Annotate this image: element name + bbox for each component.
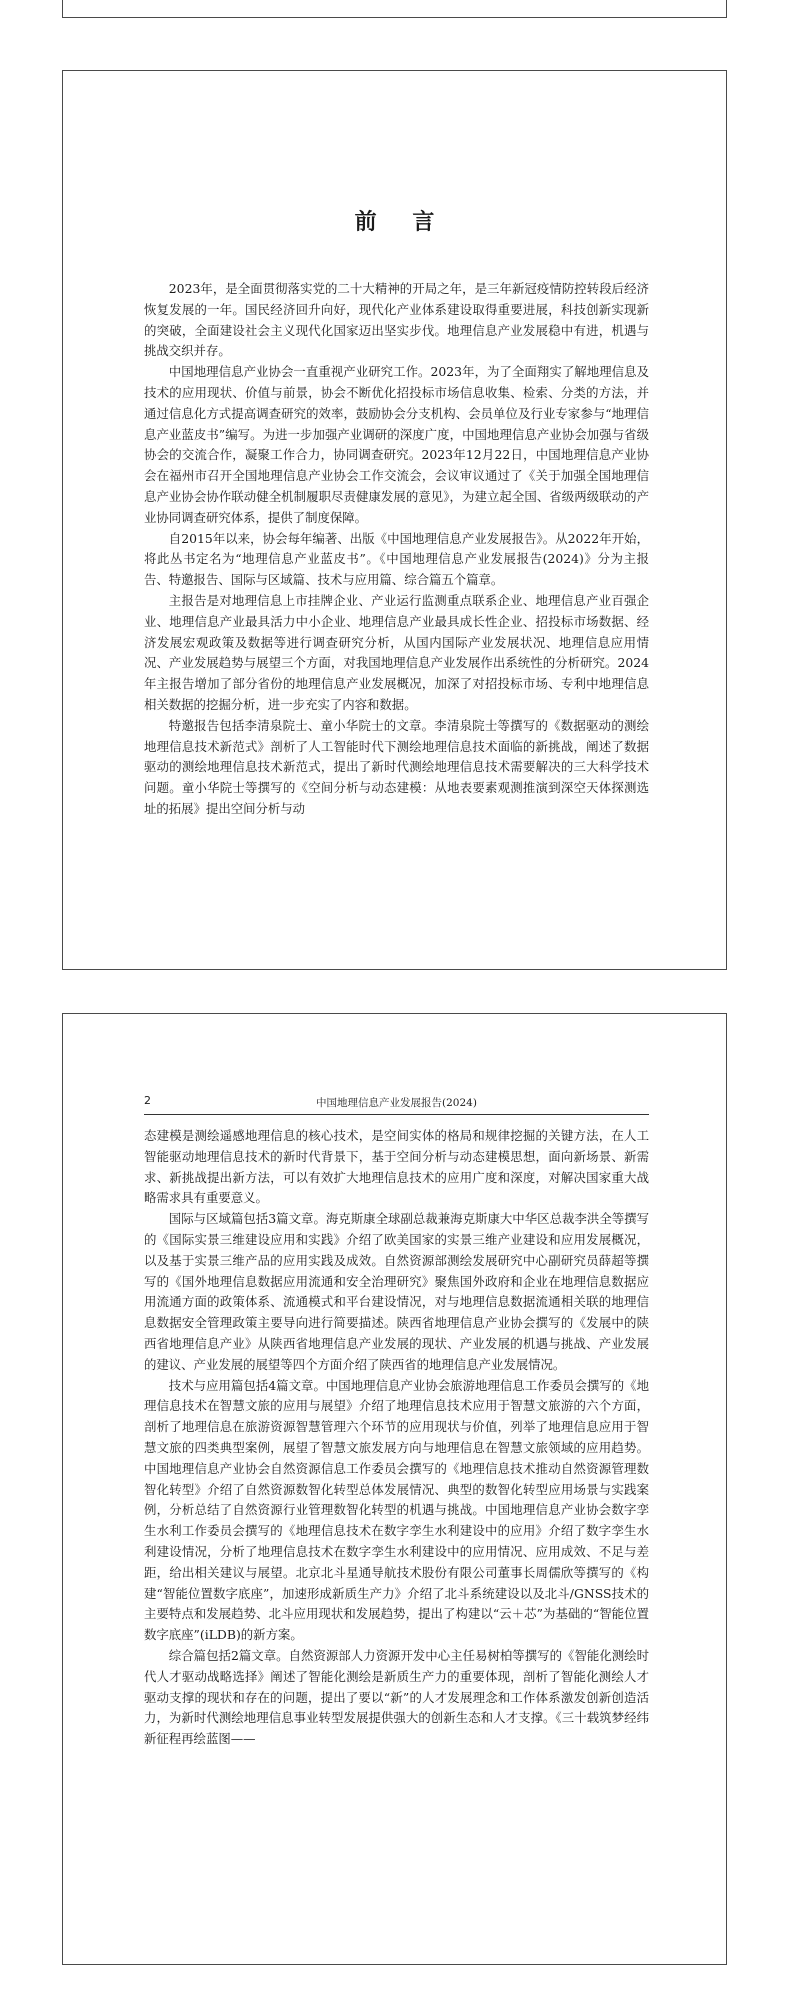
paragraph: 综合篇包括2篇文章。自然资源部人力资源开发中心主任易树柏等撰写的《智能化测绘时代人才驱动战略选择》阐述了智能化测绘是新质生产力的重要体现，剖析了智能化测绘人才驱动支撑的现状和存在的问题，提出了要以“新”的人才发展理念和工作体系激发创新创造活力，为新时代测绘地理信息事业转型发展提供强大的创新生态和人才支撑。《三十载筑梦经纬 新征程再绘蓝图—— <box>144 1647 662 1747</box>
paragraph: 主报告是对地理信息上市挂牌企业、产业运行监测重点联系企业、地理信息产业百强企业、地理信息产业最具活力中小企业、地理信息产业最具成长性企业、招投标市场数据、经济发展宏观政策及数据等进行调查研究分析，从国内国际产业发展状况、地理信息应用情况、产业发展趋势与展望三个方面，对我国地理信息产业发展作出系统性的分析研究。2024年主报告增加了部分省份的地理信息产业发展概况，加深了对招投标市场、专利中地理信息相关数据的挖掘分析，进一步充实了内容和数据。 <box>144 592 649 712</box>
paragraph: 特邀报告包括李清泉院士、童小华院士的文章。李清泉院士等撰写的《数据驱动的测绘地理信息技术新范式》剖析了人工智能时代下测绘地理信息技术面临的新挑战，阐述了数据驱动的测绘地理信息技术新范式，提出了新时代测绘地理信息技术需要解决的三大科学技术问题。童小华院士等撰写的《空间分析与动态建模：从地表要素观测推演到深空天体探测选址的拓展》提出空间分析与动 <box>144 717 649 816</box>
preface-page-2 <box>62 1013 727 1965</box>
paragraph: 国际与区域篇包括3篇文章。海克斯康全球副总裁兼海克斯康大中华区总裁李洪全等撰写的《国际实景三维建设应用和实践》介绍了欧美国家的实景三维产业建设和应用发展概况，以及基于实景三维产品的应用实践及成效。自然资源部测绘发展研究中心副研究员薛超等撰写的《国外地理信息数据应用流通和安全治理研究》聚焦国外政府和企业在地理信息数据应用流通方面的政策体系、流通模式和平台建设情况，对与地理信息数据流通相关联的地理信息数据安全管理政策主要导向进行简要描述。陕西省地理信息产业协会撰写的《发展中的陕西省地理信息产业》从陕西省地理信息产业发展的现状、产业发展的机遇与挑战、产业发展的建议、产业发展的展望等四个方面介绍了陕西省的地理信息产业发展情况。 <box>144 1211 649 1372</box>
previous-page-edge <box>62 0 727 18</box>
page-title: 前 言 <box>354 210 449 235</box>
paragraph-continuation: 态建模是测绘遥感地理信息的核心技术，是空间实体的格局和规律挖掘的关键方法，在人工智能驱动地理信息技术的新时代背景下，基于空间分析与动态建模思想，面向新场景、新需求、新挑战提出新方法，可以有效扩大地理信息技术的应用广度和深度，对解决国家重大战略需求具有重要意义。 <box>144 1128 649 1206</box>
running-title: 中国地理信息产业发展报告(2024) <box>316 1097 477 1109</box>
running-header <box>144 1092 649 1115</box>
preface-body-continued <box>144 1126 662 1750</box>
paragraph: 2023年，是全面贯彻落实党的二十大精神的开局之年，是三年新冠疫情防控转段后经济恢复发展的一年。国民经济回升向好，现代化产业体系建设取得重要进展，科技创新实现新的突破，全面建设社会主义现代化国家迈出坚实步伐。地理信息产业发展稳中有进，机遇与挑战交织并存。 <box>144 281 649 359</box>
preface-page <box>62 70 727 970</box>
paragraph: 技术与应用篇包括4篇文章。中国地理信息产业协会旅游地理信息工作委员会撰写的《地理信息技术在智慧文旅的应用与展望》介绍了地理信息技术应用于智慧文旅游的六个方面，剖析了地理信息在旅游资源智慧管理六个环节的应用现状与价值，列举了地理信息应用于智慧文旅的四类典型案例，展望了智慧文旅发展方向与地理信息在智慧文旅领域的应用趋势。中国地理信息产业协会自然资源信息工作委员会撰写的《地理信息技术推动自然资源管理数智化转型》介绍了自然资源数智化转型总体发展情况、典型的数智化转型应用场景与实践案例，分析总结了自然资源行业管理数智化转型的机遇与挑战。中国地理信息产业协会数字孪生水利工作委员会撰写的《地理信息技术在数字孪生水利建设中的应用》介绍了数字孪生水利建设情况，分析了地理信息技术在数字孪生水利建设中的应用情况、应用成效、不足与差距，给出相关建议与展望。北京北斗星通导航技术股份有限公司董事长周儒欣等撰写的《构建“智能位置数字底座”，加速形成新质生产力》介绍了北斗系统建设以及北斗/GNSS技术的主要特点和发展趋势、北斗应用现状和发展趋势，提出了构建以“云＋芯”为基础的“智能位置数字底座”(iLDB)的新方案。 <box>144 1377 649 1643</box>
preface-body <box>144 279 649 820</box>
page-number: 2 <box>144 1094 151 1107</box>
paragraph: 自2015年以来，协会每年编著、出版《中国地理信息产业发展报告》。从2022年开始，将此丛书定名为“地理信息产业蓝皮书”。《中国地理信息产业发展报告(2024)》分为主报告、特邀报告、国际与区域篇、技术与应用篇、综合篇五个篇章。 <box>144 530 649 588</box>
paragraph: 中国地理信息产业协会一直重视产业研究工作。2023年，为了全面翔实了解地理信息及技术的应用现状、价值与前景，协会不断优化招投标市场信息收集、检索、分类的方法，并通过信息化方式提高调查研究的效率，鼓励协会分支机构、会员单位及行业专家参与“地理信息产业蓝皮书”编写。为进一步加强产业调研的深度广度，中国地理信息产业协会加强与省级协会的交流合作，凝聚工作合力，协同调查研究。2023年12月22日，中国地理信息产业协会在福州市召开全国地理信息产业协会工作交流会，会议审议通过了《关于加强全国地理信息产业协会协作联动健全机制履职尽责健康发展的意见》，为建立起全国、省级两级联动的产业协同调查研究体系，提供了制度保障。 <box>144 364 649 525</box>
